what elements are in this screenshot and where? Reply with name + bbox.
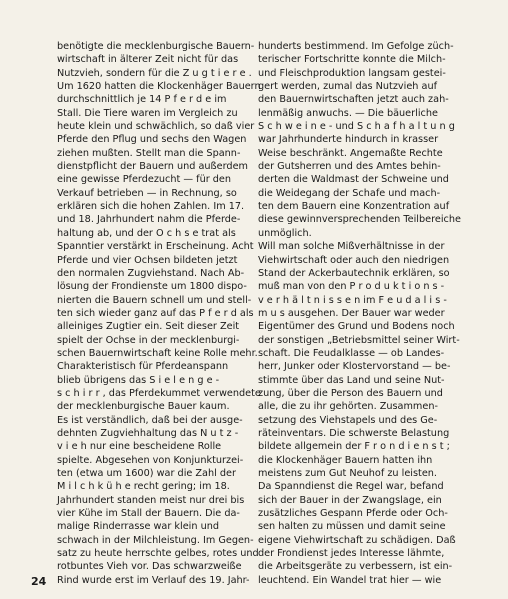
text-line: leuchtend. Ein Wandel trat hier — wie bbox=[258, 574, 442, 586]
text-line: Um 1620 hatten die Klockenhäger Bauern bbox=[57, 81, 261, 93]
text-line: ziehen mußten. Stellt man die Spann- bbox=[57, 147, 241, 159]
text-line: ten (etwa um 1600) war die Zahl der bbox=[57, 468, 237, 479]
text-line: Weise beschränkt. Angemaßte Rechte bbox=[258, 147, 443, 159]
text-line: s c h i r r , das Pferdekummet verwendete bbox=[57, 387, 261, 399]
text-line: dehnten Zugviehhaltung das N u t z - bbox=[57, 427, 239, 439]
text-line: Es ist verständlich, daß bei der ausge- bbox=[57, 414, 243, 426]
text-line: eigene Viehwirtschaft zu schädigen. Daß bbox=[258, 534, 456, 546]
text-line: M i l c h k ü h e recht gering; im 18. bbox=[57, 481, 230, 493]
text-line: vier Kühe im Stall der Bauern. Die da- bbox=[57, 508, 240, 520]
text-line: Da Spanndienst die Regel war, befand bbox=[258, 481, 444, 493]
text-line: erklären sich die hohen Zahlen. Im 17. bbox=[57, 201, 245, 213]
text-line: Jahrhundert standen meist nur drei bis bbox=[57, 494, 245, 506]
text-line: eine gewisse Pferdezucht — für den bbox=[57, 174, 232, 186]
text-line: schaft. Die Feudalklasse — ob Landes- bbox=[258, 347, 445, 359]
text-line: lenmäßig anwuchs. — Die bäuerliche bbox=[258, 107, 438, 119]
text-line: Pferde und vier Ochsen bildeten jetzt bbox=[57, 254, 238, 266]
text-line: alle, die zu ihr gehörten. Zusammen- bbox=[258, 401, 438, 413]
text-line: bildete allgemein der F r o n d i e n s t ; bbox=[258, 441, 450, 453]
text-line: zung, über die Person des Bauern und bbox=[258, 387, 443, 399]
text-line: dienstpflicht der Bauern und außerdem bbox=[57, 161, 248, 173]
text-line: spielt der Ochse in der mecklenburgi- bbox=[57, 334, 240, 346]
text-line: Nutzvieh, sondern für die Z u g t i e r e . bbox=[57, 67, 252, 79]
text-line: Will man solche Mißverhältnisse in der bbox=[258, 241, 445, 253]
text-line: S c h w e i n e - und S c h a f h a l t u n g bbox=[258, 121, 455, 133]
text-line: haltung ab, und der O c h s e trat als bbox=[57, 227, 236, 239]
text-line: und Fleischproduktion langsam gestei- bbox=[258, 67, 446, 79]
text-line: Charakteristisch für Pferdeanspann bbox=[57, 361, 229, 373]
text-line: Verkauf betrieben — in Rechnung, so bbox=[57, 187, 237, 199]
text-line: hunderts bestimmend. Im Gefolge züch- bbox=[258, 41, 454, 52]
text-line: und 18. Jahrhundert nahm die Pferde- bbox=[57, 214, 241, 226]
text-line: heute klein und schwächlich, so daß vier bbox=[57, 121, 255, 133]
text-line: Rind wurde erst im Verlauf des 19. Jahr- bbox=[57, 574, 250, 586]
text-line: gert werden, zumal das Nutzvieh auf bbox=[258, 81, 438, 93]
text-line: schen Bauernwirtschaft keine Rolle mehr. bbox=[57, 347, 258, 359]
text-line: der sonstigen „Betriebsmittel seiner Wirt- bbox=[258, 334, 460, 346]
right-text-column bbox=[258, 40, 468, 587]
text-line: die Arbeitsgeräte zu verbessern, ist ein- bbox=[258, 561, 453, 573]
text-line: die Klockenhäger Bauern hatten ihn bbox=[258, 454, 433, 466]
text-line: war Jahrhunderte hindurch in krasser bbox=[258, 134, 439, 146]
text-line: Eigentümer des Grund und Bodens noch bbox=[258, 321, 455, 333]
text-line: derten die Waldmast der Schweine und bbox=[258, 174, 449, 186]
text-line: setzung des Viehstapels und des Ge- bbox=[258, 414, 438, 426]
text-line: malige Rinderrasse war klein und bbox=[57, 521, 220, 533]
text-line: der Frondienst jedes Interesse lähmte, bbox=[258, 548, 445, 560]
left-text-column bbox=[57, 40, 266, 587]
text-line: sich der Bauer in der Zwangslage, ein bbox=[258, 494, 442, 506]
text-line: Viehwirtschaft oder auch den niedrigen bbox=[258, 254, 450, 266]
text-line: den Bauernwirtschaften jetzt auch zah- bbox=[258, 94, 449, 106]
text-line: ten sich wieder ganz auf das P f e r d als bbox=[57, 307, 254, 319]
text-line: alleiniges Zugtier ein. Seit dieser Zeit bbox=[57, 321, 240, 333]
text-line: Spanntier verstärkt in Erscheinung. Acht bbox=[57, 241, 254, 253]
text-line: ten dem Bauern eine Konzentration auf bbox=[258, 201, 450, 213]
text-line: der mecklenburgische Bauer kaum. bbox=[57, 401, 230, 413]
text-line: unmöglich. bbox=[258, 227, 312, 239]
text-line: den normalen Zugviehstand. Nach Ab- bbox=[57, 267, 245, 279]
text-line: durchschnittlich je 14 P f e r d e im bbox=[57, 94, 227, 106]
text-line: schwach in der Milchleistung. Im Gegen- bbox=[57, 534, 254, 546]
text-line: Pferde den Pflug und sechs den Wagen bbox=[57, 134, 247, 146]
text-line: herr, Junker oder Klostervorstand — be- bbox=[258, 361, 451, 373]
text-line: räteinventars. Die schwerste Belastung bbox=[258, 427, 450, 439]
text-line: muß man von den P r o d u k t i o n s - bbox=[258, 281, 445, 293]
text-line: diese gewinnversprechenden Teilbereiche bbox=[258, 214, 461, 226]
text-line: die Weidegang der Schafe und mach- bbox=[258, 187, 441, 199]
text-line: benötigte die mecklenburgische Bauern- bbox=[57, 41, 255, 52]
text-line: stimmte über das Land und seine Nut- bbox=[258, 374, 445, 386]
text-line: Stand der Ackerbautechnik erklären, so bbox=[258, 267, 450, 279]
text-line: blieb übrigens das S i e l e n g e - bbox=[57, 374, 220, 386]
text-line: rotbuntes Vieh vor. Das schwarzweiße bbox=[57, 561, 242, 573]
text-line: v i e h nur eine bescheidene Rolle bbox=[57, 441, 222, 453]
text-line: zusätzliches Gespann Pferde oder Och- bbox=[258, 508, 448, 520]
page-number: 24 bbox=[31, 575, 47, 588]
text-line: sen halten zu müssen und damit seine bbox=[258, 521, 446, 533]
text-line: Stall. Die Tiere waren im Vergleich zu bbox=[57, 107, 238, 119]
text-line: terischer Fortschritte konnte die Milch- bbox=[258, 54, 446, 66]
text-line: spielte. Abgesehen von Konjunkturzei- bbox=[57, 454, 244, 466]
text-line: satz zu heute herrschte gelbes, rotes und bbox=[57, 548, 259, 560]
text-line: der Gutsherren und des Amtes behin- bbox=[258, 161, 441, 173]
text-line: wirtschaft in älterer Zeit nicht für das bbox=[57, 54, 239, 66]
text-line: lösung der Frondienste um 1800 dispo- bbox=[57, 281, 247, 293]
text-line: meistens zum Gut Neuhof zu leisten. bbox=[258, 468, 438, 479]
text-line: v e r h ä l t n i s s e n im F e u d a l i s - bbox=[258, 294, 447, 306]
text-line: nierten die Bauern schnell um und stell- bbox=[57, 294, 252, 306]
text-line: m u s ausgehen. Der Bauer war weder bbox=[258, 307, 445, 319]
